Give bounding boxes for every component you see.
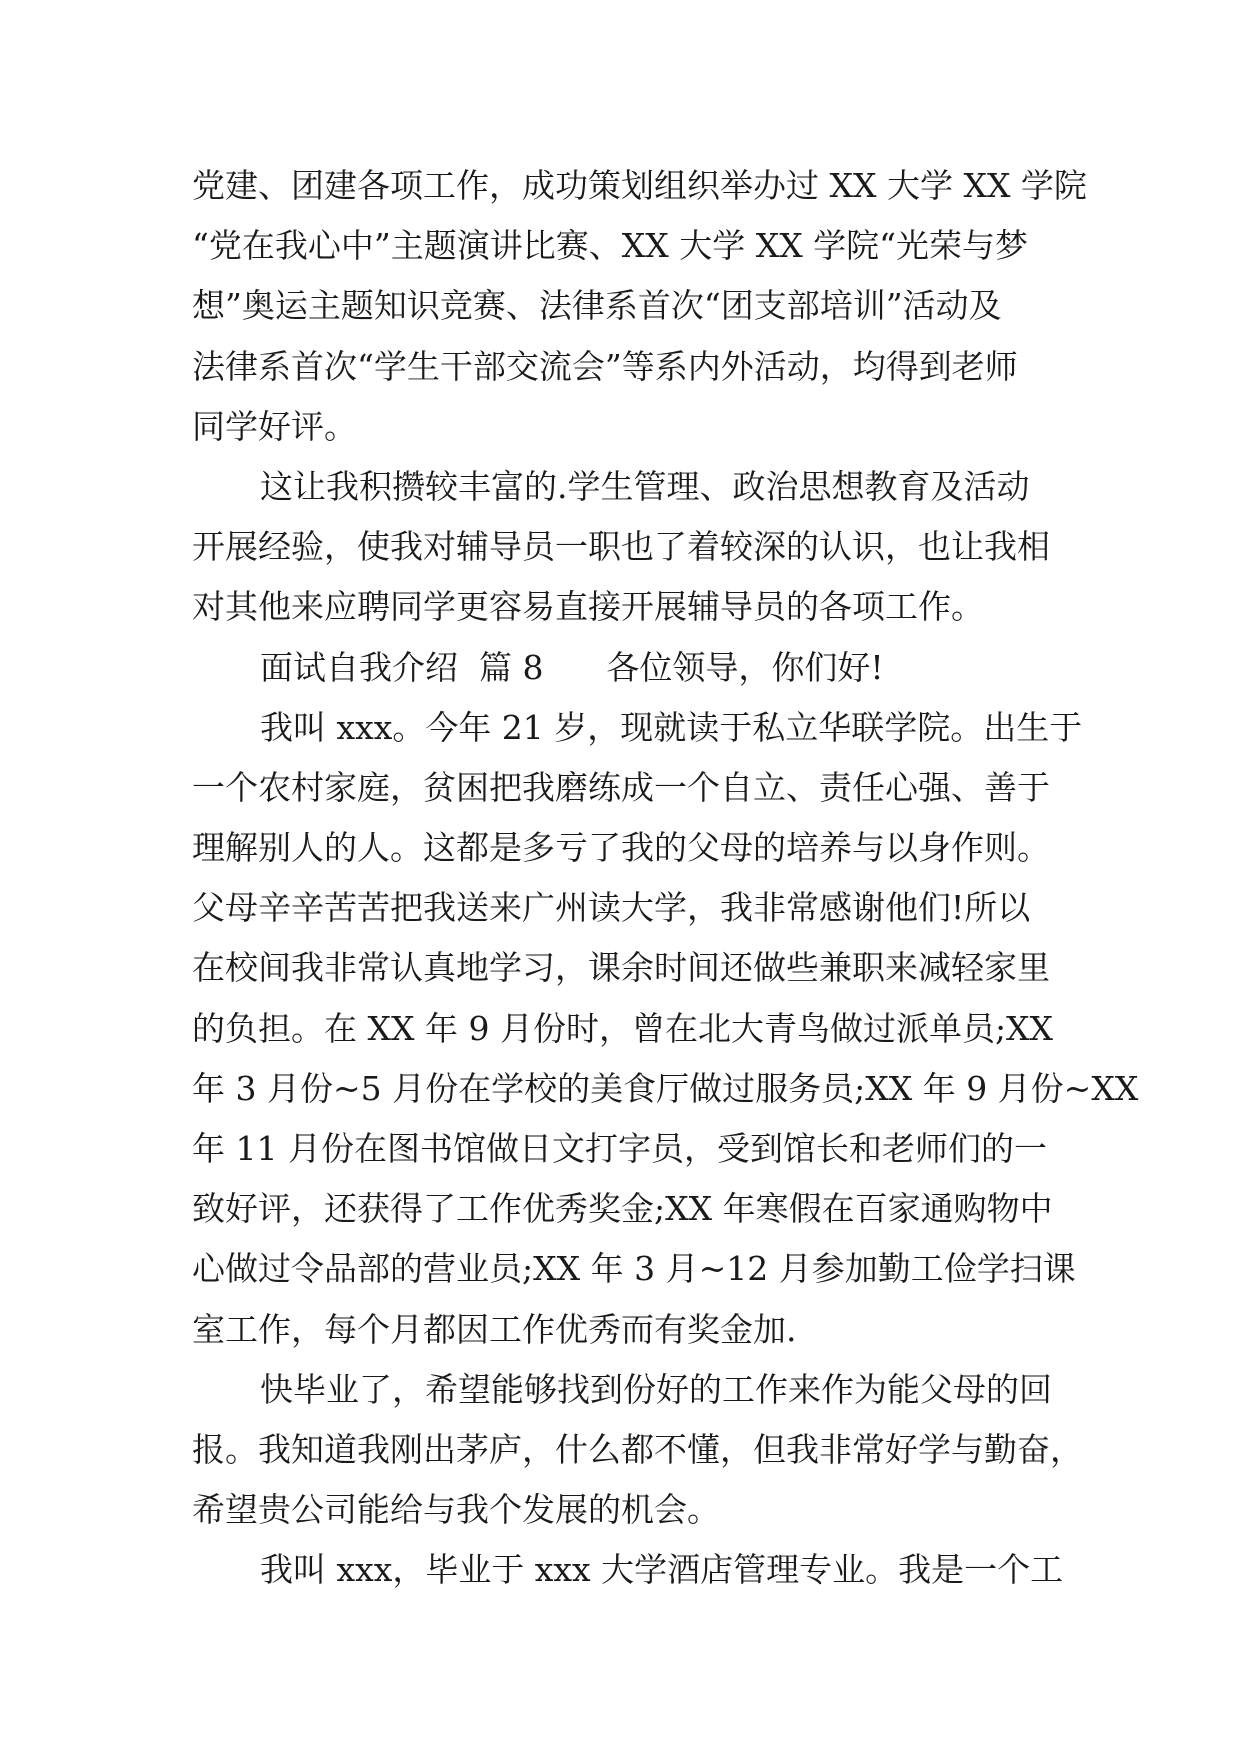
text-line: 对其他来应聘同学更容易直接开展辅导员的各项工作。 xyxy=(192,587,984,627)
text-line: 的负担。在 XX 年 9 月份时，曾在北大青鸟做过派单员;XX xyxy=(192,1008,1054,1048)
text-line: 我叫 xxx。今年 21 岁，现就读于私立华联学院。出生于 xyxy=(260,707,1083,747)
section-heading: 面试自我介绍 篇 8 各位领导，你们好! xyxy=(260,647,884,687)
text-line: 心做过令品部的营业员;XX 年 3 月~12 月参加勤工俭学扫课 xyxy=(192,1249,1076,1289)
text-line: 法律系首次“学生干部交流会”等系内外活动，均得到老师 xyxy=(192,346,1018,386)
text-line: 致好评，还获得了工作优秀奖金;XX 年寒假在百家通购物中 xyxy=(192,1189,1053,1229)
text-line: 报。我知道我刚出茅庐，什么都不懂，但我非常好学与勤奋， xyxy=(192,1429,1083,1469)
text-line: “党在我心中”主题演讲比赛、XX 大学 XX 学院“光荣与梦 xyxy=(192,226,1029,266)
text-line: 理解别人的人。这都是多亏了我的父母的培养与以身作则。 xyxy=(192,828,1050,868)
text-line: 快毕业了，希望能够找到份好的工作来作为能父母的回 xyxy=(260,1369,1052,1409)
text-line: 想”奥运主题知识竞赛、法律系首次“团支部培训”活动及 xyxy=(192,286,1002,326)
text-line: 年 11 月份在图书馆做日文打字员，受到馆长和老师们的一 xyxy=(192,1129,1047,1168)
text-line: 年 3 月份~5 月份在学校的美食厅做过服务员;XX 年 9 月份~XX xyxy=(192,1068,1139,1108)
document-body xyxy=(192,156,1139,1601)
text-line: 希望贵公司能给与我个发展的机会。 xyxy=(192,1490,720,1530)
text-line: 一个农村家庭，贫困把我磨练成一个自立、责任心强、善于 xyxy=(192,767,1050,807)
text-line: 父母辛辛苦苦把我送来广州读大学，我非常感谢他们!所以 xyxy=(192,888,1031,928)
text-line: 党建、团建各项工作，成功策划组织举办过 XX 大学 XX 学院 xyxy=(192,166,1087,205)
text-line: 在校间我非常认真地学习，课余时间还做些兼职来减轻家里 xyxy=(192,948,1050,988)
text-line: 这让我积攒较丰富的.学生管理、政治思想教育及活动 xyxy=(260,466,1030,506)
text-line: 室工作，每个月都因工作优秀而有奖金加. xyxy=(192,1309,797,1349)
text-line: 开展经验，使我对辅导员一职也了着较深的认识，也让我相 xyxy=(192,527,1050,567)
text-line: 我叫 xxx，毕业于 xxx 大学酒店管理专业。我是一个工 xyxy=(260,1550,1064,1590)
text-line: 同学好评。 xyxy=(192,406,357,446)
